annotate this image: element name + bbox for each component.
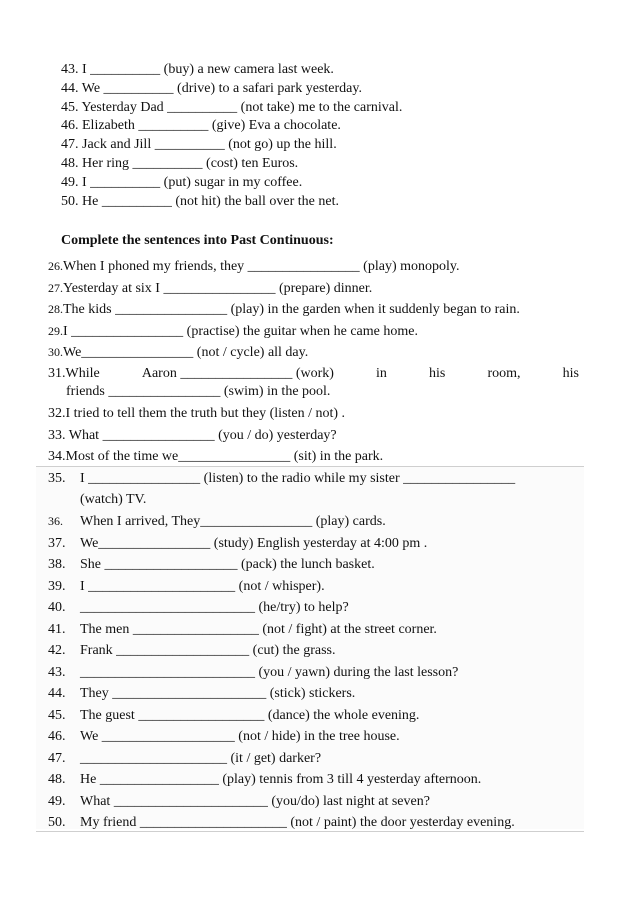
item-text: We________________ (not / cycle) all day. xyxy=(63,345,309,360)
item-number: 47. xyxy=(48,751,66,766)
table-row xyxy=(36,468,584,489)
item-number: 40. xyxy=(48,600,66,615)
item-text: The guest __________________ (dance) the whole evening. xyxy=(80,708,420,723)
item-text: The kids ________________ (play) in the garden when it suddenly began to rain. xyxy=(63,302,520,317)
item-text: _____________________ (it / get) darker? xyxy=(80,751,322,766)
item-number: 36. xyxy=(48,514,63,528)
table-row xyxy=(36,748,584,769)
item-text: My friend _____________________ (not / paint) the door yesterday evening. xyxy=(80,815,515,830)
table-row xyxy=(36,812,584,833)
item-number: 49. xyxy=(48,794,66,809)
word: his xyxy=(429,366,446,381)
item-number: 30. xyxy=(48,345,63,359)
item-number: 35. xyxy=(48,471,66,486)
item-text: We ___________________ (not / hide) in the tree house. xyxy=(80,729,400,744)
table-row xyxy=(36,769,584,790)
item-text: When I arrived, They________________ (play) cards. xyxy=(80,514,386,529)
exercise-line xyxy=(48,279,372,298)
section-heading: Complete the sentences into Past Continuous: xyxy=(61,233,334,248)
table-row xyxy=(36,619,584,640)
exercise-line: 48. Her ring __________ (cost) ten Euros. xyxy=(61,155,299,171)
item-text: She ___________________ (pack) the lunch basket. xyxy=(80,557,375,572)
exercise-line: 47. Jack and Jill __________ (not go) up the hill. xyxy=(61,137,337,153)
word: Aaron ________________ (work) xyxy=(141,366,334,381)
simple-past-exercise-list xyxy=(61,61,402,211)
table-row xyxy=(36,662,584,683)
word: his xyxy=(562,366,579,381)
item-text: They ______________________ (stick) stickers. xyxy=(80,686,356,701)
item-number: 42. xyxy=(48,643,66,658)
table-bottom-rule xyxy=(36,831,584,832)
item-number: 43. xyxy=(48,665,66,680)
item-text: We________________ (study) English yesterday at 4:00 pm . xyxy=(80,536,428,551)
item-number: 27. xyxy=(48,281,63,295)
item-number: 39. xyxy=(48,579,66,594)
exercise-line: 43. I __________ (buy) a new camera last week. xyxy=(61,62,334,77)
item-number: 45. xyxy=(48,708,66,723)
table-row xyxy=(36,489,584,510)
item-text: I ________________ (listen) to the radio while my sister ________________ xyxy=(80,471,516,486)
item-number: 37. xyxy=(48,536,66,551)
item-text: Frank ___________________ (cut) the grass. xyxy=(80,643,336,658)
item-text: _________________________ (you / yawn) during the last lesson? xyxy=(80,665,459,680)
exercise-line: 50. He __________ (not hit) the ball over the net. xyxy=(61,193,339,209)
exercise-line xyxy=(48,300,520,319)
table-row xyxy=(36,597,584,618)
exercise-line-justified xyxy=(48,365,579,383)
exercise-line xyxy=(48,343,308,362)
exercise-line: 34.Most of the time we________________ (sit) in the park. xyxy=(48,449,384,464)
item-text: The men __________________ (not / fight) at the street corner. xyxy=(80,622,437,637)
table-row xyxy=(36,511,584,532)
exercise-line: 46. Elizabeth __________ (give) Eva a chocolate. xyxy=(61,118,341,134)
item-text: When I phoned my friends, they ________________ (play) monopoly. xyxy=(63,259,460,274)
table-row xyxy=(36,791,584,812)
exercise-line: 49. I __________ (put) sugar in my coffee. xyxy=(61,174,303,190)
word: in xyxy=(376,366,387,381)
word: room, xyxy=(487,366,521,381)
item-number: 46. xyxy=(48,729,66,744)
table-row xyxy=(36,576,584,597)
item-number: 48. xyxy=(48,772,66,787)
exercise-line xyxy=(48,257,459,276)
word: 31.While xyxy=(48,366,100,381)
item-number: 29. xyxy=(48,324,63,338)
item-text: I ________________ (practise) the guitar when he came home. xyxy=(63,324,418,339)
table-row xyxy=(36,533,584,554)
exercise-line xyxy=(48,322,418,341)
item-number: 50. xyxy=(48,815,66,830)
item-number: 44. xyxy=(48,686,66,701)
table-row xyxy=(36,683,584,704)
table-row xyxy=(36,554,584,575)
item-text: He _________________ (play) tennis from 3 till 4 yesterday afternoon. xyxy=(80,772,482,787)
item-text: (watch) TV. xyxy=(80,492,147,507)
item-text: I _____________________ (not / whisper). xyxy=(80,579,325,594)
exercise-line: 32.I tried to tell them the truth but they (listen / not) . xyxy=(48,406,346,421)
item-number: 28. xyxy=(48,302,63,316)
table-row xyxy=(36,640,584,661)
table-row xyxy=(36,705,584,726)
item-number: 26. xyxy=(48,259,63,273)
item-number: 38. xyxy=(48,557,66,572)
exercise-line: 44. We __________ (drive) to a safari park yesterday. xyxy=(61,80,362,96)
exercise-line: 33. What ________________ (you / do) yesterday? xyxy=(48,428,337,443)
item-text: What ______________________ (you/do) last night at seven? xyxy=(80,794,430,809)
exercise-line: 45. Yesterday Dad __________ (not take) me to the carnival. xyxy=(61,99,403,115)
exercise-table xyxy=(36,467,584,829)
exercise-line-continuation: friends ________________ (swim) in the pool. xyxy=(66,384,331,399)
item-number: 41. xyxy=(48,622,66,637)
item-text: _________________________ (he/try) to help? xyxy=(80,600,349,615)
item-text: Yesterday at six I ________________ (prepare) dinner. xyxy=(63,281,373,296)
table-row xyxy=(36,726,584,747)
